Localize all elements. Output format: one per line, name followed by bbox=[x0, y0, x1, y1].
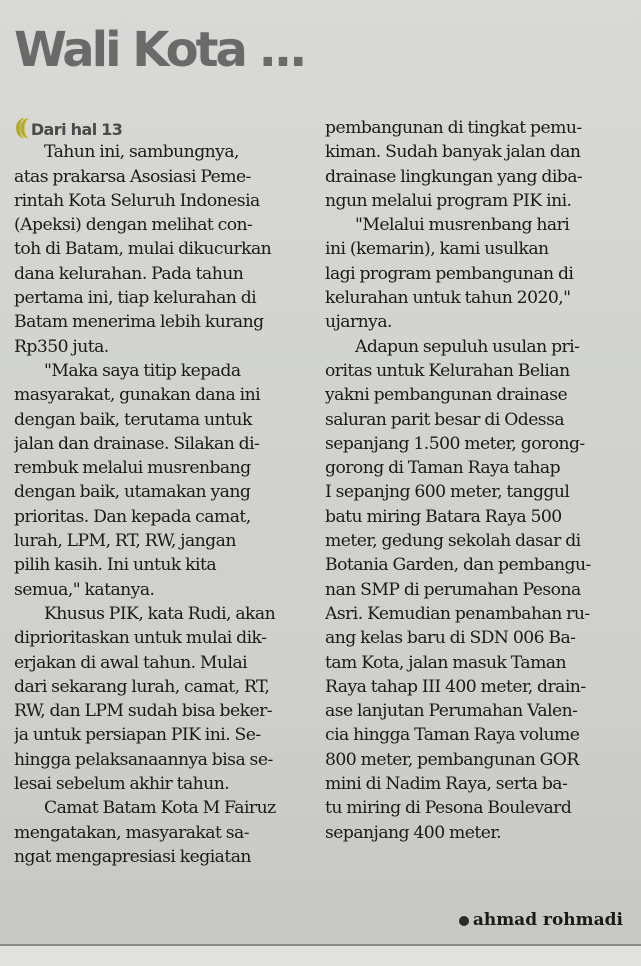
text-line: sepanjang 1.500 meter, gorong- bbox=[325, 433, 585, 454]
text-line: dana kelurahan. Pada tahun bbox=[14, 263, 244, 284]
text-line: lurah, LPM, RT, RW, jangan bbox=[14, 531, 236, 552]
text-line: dengan baik, terutama untuk bbox=[14, 409, 252, 430]
text-line: jalan dan drainase. Silakan di- bbox=[14, 433, 260, 454]
text-line: nan SMP di perumahan Pesona bbox=[325, 579, 581, 600]
text-line: meter, gedung sekolah dasar di bbox=[325, 531, 581, 552]
text-line: Khusus PIK, kata Rudi, akan bbox=[44, 603, 276, 624]
text-line: ini (kemarin), kami usulkan bbox=[325, 239, 549, 260]
text-line: kelurahan untuk tahun 2020," bbox=[325, 288, 571, 309]
text-line: Rp350 juta. bbox=[14, 336, 109, 357]
text-line: dengan baik, utamakan yang bbox=[14, 482, 251, 503]
text-line: rintah Kota Seluruh Indonesia bbox=[14, 190, 260, 211]
text-line: Tahun ini, sambungnya, bbox=[44, 142, 239, 163]
text-line: RW, dan LPM sudah bisa beker- bbox=[14, 701, 273, 722]
left-column bbox=[14, 116, 314, 869]
bullet-icon bbox=[459, 916, 469, 926]
text-line: cia hingga Taman Raya volume bbox=[325, 725, 580, 746]
text-line: ujarnya. bbox=[325, 312, 392, 333]
author-name: ahmad rohmadi bbox=[472, 910, 623, 930]
text-line: "Maka saya titip kepada bbox=[44, 360, 241, 381]
text-line: drainase lingkungan yang diba- bbox=[325, 166, 583, 187]
text-line: "Melalui musrenbang hari bbox=[355, 215, 570, 236]
text-line: diprioritaskan untuk mulai dik- bbox=[14, 628, 267, 649]
text-line: Adapun sepuluh usulan pri- bbox=[355, 336, 580, 357]
right-column bbox=[325, 116, 627, 845]
text-line: Camat Batam Kota M Fairuz bbox=[44, 798, 276, 819]
text-line: Asri. Kemudian penambahan ru- bbox=[325, 603, 590, 624]
text-line: saluran parit besar di Odessa bbox=[325, 409, 565, 430]
text-line: pilih kasih. Ini untuk kita bbox=[14, 555, 217, 576]
text-line: batu miring Batara Raya 500 bbox=[325, 506, 562, 527]
text-line: hingga pelaksanaannya bisa se- bbox=[14, 749, 273, 770]
text-line: ang kelas baru di SDN 006 Ba- bbox=[325, 628, 576, 649]
text-line: dari sekarang lurah, camat, RT, bbox=[14, 676, 270, 697]
text-line: yakni pembangunan drainase bbox=[325, 385, 568, 406]
continued-from: (( Dari hal 13 bbox=[14, 116, 123, 141]
headline: Wali Kota ... bbox=[14, 22, 305, 78]
text-line: gorong di Taman Raya tahap bbox=[325, 458, 561, 479]
text-line: Raya tahap III 400 meter, drain- bbox=[325, 676, 586, 697]
text-line: 800 meter, pembangunan GOR bbox=[325, 749, 579, 770]
text-line: mengatakan, masyarakat sa- bbox=[14, 822, 249, 843]
text-line: semua," katanya. bbox=[14, 579, 155, 600]
text-line: (Apeksi) dengan melihat con- bbox=[14, 215, 253, 236]
text-line: oritas untuk Kelurahan Belian bbox=[325, 360, 570, 381]
text-line: kiman. Sudah banyak jalan dan bbox=[325, 142, 581, 163]
text-line: masyarakat, gunakan dana ini bbox=[14, 385, 261, 406]
text-line: pertama ini, tiap kelurahan di bbox=[14, 288, 257, 309]
text-line: erjakan di awal tahun. Mulai bbox=[14, 652, 248, 673]
text-line: toh di Batam, mulai dikucurkan bbox=[14, 239, 272, 260]
text-line: lesai sebelum akhir tahun. bbox=[14, 774, 230, 795]
text-line: atas prakarsa Asosiasi Peme- bbox=[14, 166, 251, 187]
text-line: ngat mengapresiasi kegiatan bbox=[14, 846, 251, 867]
text-line: ase lanjutan Perumahan Valen- bbox=[325, 701, 578, 722]
text-line: Batam menerima lebih kurang bbox=[14, 312, 264, 333]
text-line: tam Kota, jalan masuk Taman bbox=[325, 652, 567, 673]
text-line: lagi program pembangunan di bbox=[325, 263, 574, 284]
text-line: ja untuk persiapan PIK ini. Se- bbox=[14, 725, 261, 746]
text-line: prioritas. Dan kepada camat, bbox=[14, 506, 251, 527]
text-line: I sepanjng 600 meter, tanggul bbox=[325, 482, 570, 503]
author-byline bbox=[459, 910, 623, 930]
page-edge bbox=[0, 946, 641, 966]
text-line: ngun melalui program PIK ini. bbox=[325, 190, 572, 211]
text-line: rembuk melalui musrenbang bbox=[14, 458, 251, 479]
text-line: Botania Garden, dan pembangu- bbox=[325, 555, 591, 576]
text-line: tu miring di Pesona Boulevard bbox=[325, 798, 572, 819]
text-line: pembangunan di tingkat pemu- bbox=[325, 118, 582, 138]
text-line: mini di Nadim Raya, serta ba- bbox=[325, 774, 568, 795]
text-line: sepanjang 400 meter. bbox=[325, 822, 502, 843]
quote-mark-icon: (( bbox=[14, 116, 23, 141]
